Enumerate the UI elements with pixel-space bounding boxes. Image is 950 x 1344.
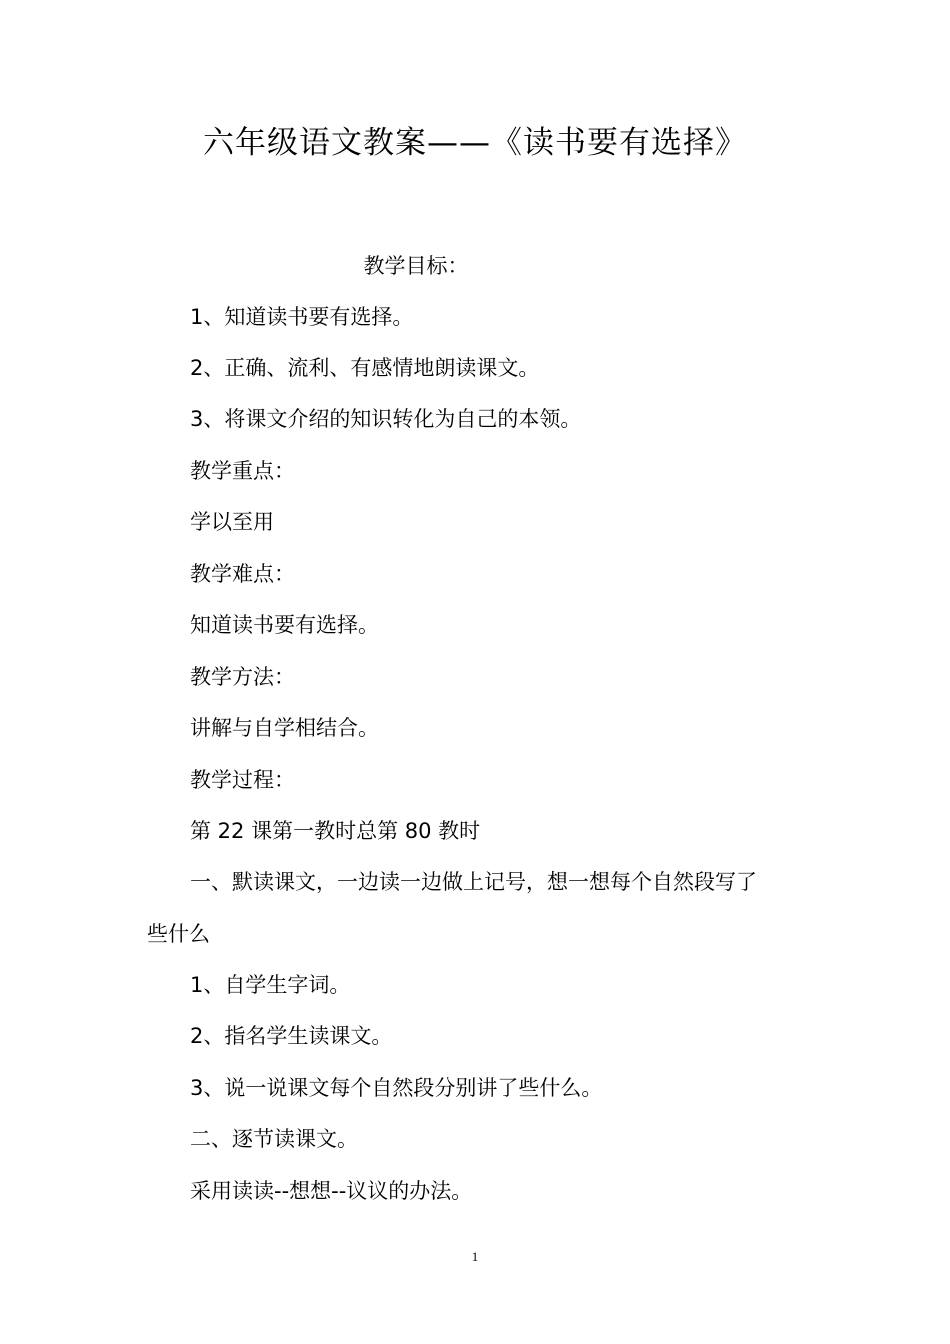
- key-point-label: 教学重点：: [190, 459, 295, 483]
- page-number: 1: [471, 1249, 479, 1264]
- key-point-text: 学以至用: [190, 510, 274, 534]
- step-one-item: 2、指名学生读课文。: [190, 1024, 393, 1048]
- objective-item: 2、正确、流利、有感情地朗读课文。: [190, 356, 540, 380]
- step-one-heading: 一、默读课文，一边读一边做上记号，想一想每个自然段写了: [190, 870, 757, 894]
- difficulty-text: 知道读书要有选择。: [190, 613, 379, 637]
- step-one-item: 1、自学生字词。: [190, 973, 351, 997]
- document-title: 六年级语文教案——《读书要有选择》: [203, 125, 747, 161]
- process-label: 教学过程：: [190, 768, 295, 792]
- objective-item: 3、将课文介绍的知识转化为自己的本领。: [190, 407, 582, 431]
- method-label: 教学方法：: [190, 665, 295, 689]
- objective-item: 1、知道读书要有选择。: [190, 305, 414, 329]
- step-one-heading-continued: 些什么: [147, 922, 210, 946]
- step-two-heading: 二、逐节读课文。: [190, 1127, 358, 1151]
- step-two-method: 采用读读--想想--议议的办法。: [190, 1179, 473, 1203]
- objectives-heading: 教学目标：: [363, 254, 469, 278]
- lesson-info: 第 22 课第一教时总第 80 教时: [190, 819, 481, 843]
- step-one-item: 3、说一说课文每个自然段分别讲了些什么。: [190, 1076, 603, 1100]
- method-text: 讲解与自学相结合。: [190, 716, 379, 740]
- difficulty-label: 教学难点：: [190, 562, 295, 586]
